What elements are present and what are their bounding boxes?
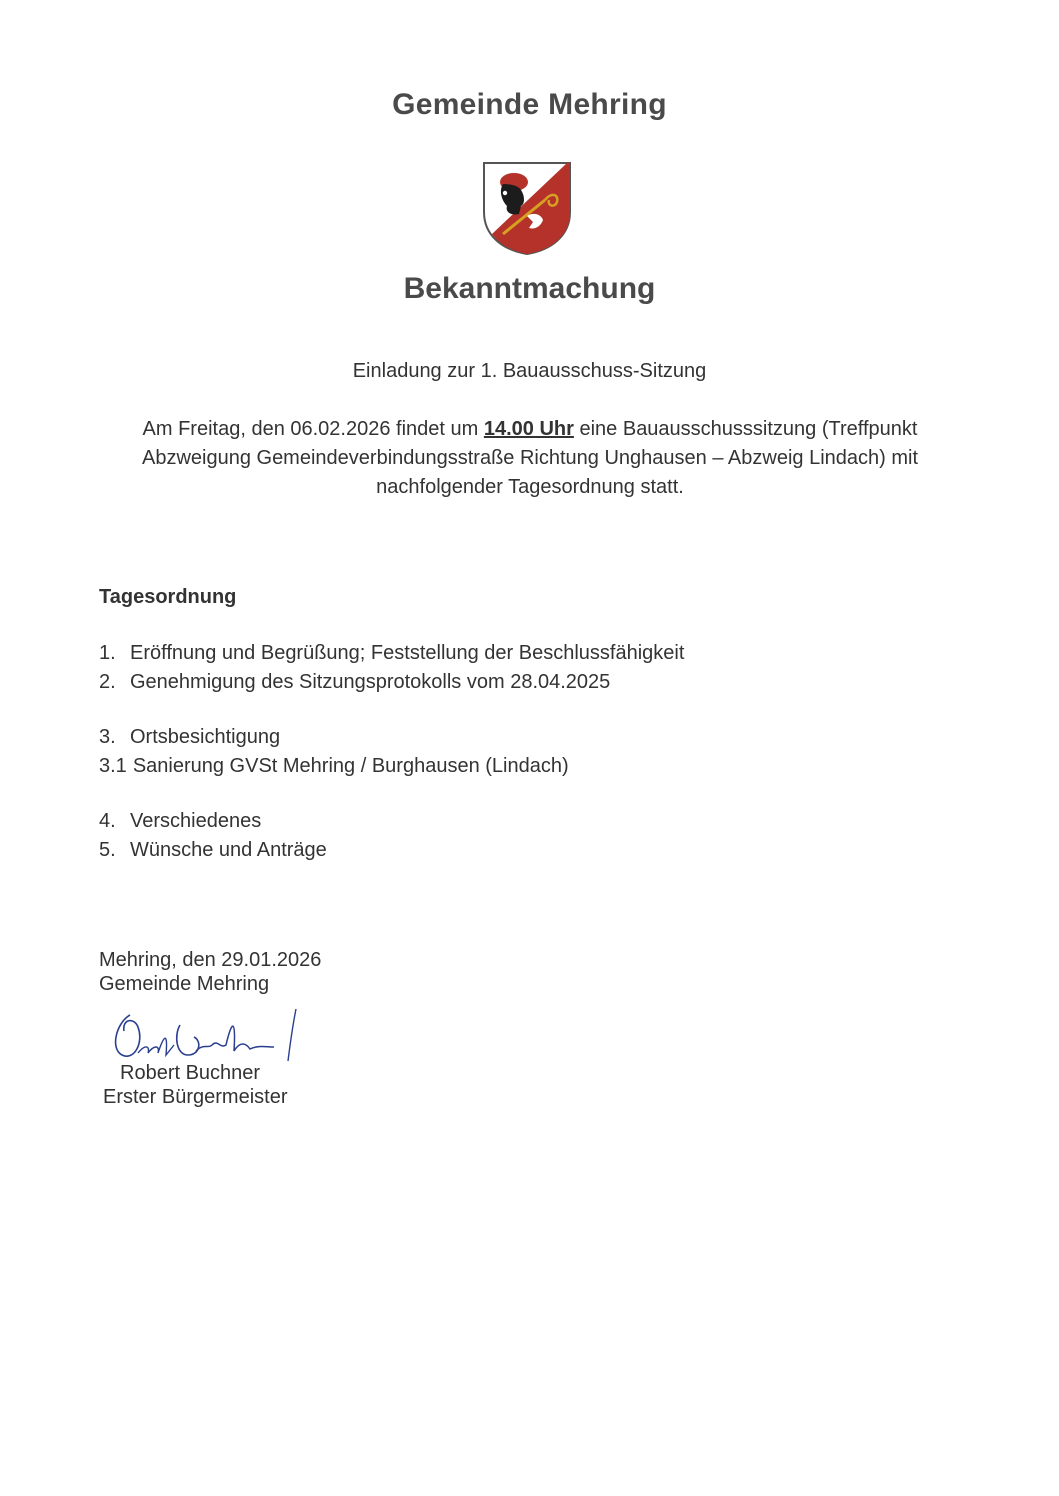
agenda-item-text: Verschiedenes <box>130 810 262 832</box>
agenda-item <box>99 726 280 749</box>
agenda-item-number: 3. <box>99 726 116 748</box>
municipality-title: Gemeinde Mehring <box>392 88 667 121</box>
coat-of-arms-icon <box>481 160 573 256</box>
issuer: Gemeinde Mehring <box>99 973 270 995</box>
agenda-item <box>99 755 569 778</box>
intro-after: eine Bauausschusssitzung (Treffpunkt Abzweigung Gemeindeverbindungsstraße Richtung Unghausen – Abzweig Lindach) mit nachfolgender Tagesordnung statt. <box>141 418 918 498</box>
intro-before: Am Freitag, den 06.02.2026 findet um <box>142 418 484 440</box>
agenda-item <box>99 810 261 833</box>
agenda-item-text: Eröffnung und Begrüßung; Feststellung der Beschlussfähigkeit <box>130 642 685 664</box>
agenda-item <box>99 839 327 862</box>
agenda-item-text: Ortsbesichtigung <box>130 726 281 748</box>
meeting-time: 14.00 Uhr <box>483 418 574 440</box>
signer-title: Erster Bürgermeister <box>103 1086 288 1108</box>
signer-name: Robert Buchner <box>120 1062 261 1084</box>
notice-heading: Bekanntmachung <box>403 272 656 305</box>
agenda-item-text: Genehmigung des Sitzungsprotokolls vom 28.04.2025 <box>130 671 611 693</box>
invitation-subtitle: Einladung zur 1. Bauausschuss-Sitzung <box>352 360 707 382</box>
place-date: Mehring, den 29.01.2026 <box>99 949 322 971</box>
agenda-title: Tagesordnung <box>99 586 237 608</box>
agenda-item-number: 2. <box>99 671 116 693</box>
agenda-item-number: 5. <box>99 839 116 861</box>
agenda-item-text: Wünsche und Anträge <box>130 839 327 861</box>
agenda-item <box>99 642 684 665</box>
agenda-item-number: 4. <box>99 810 116 832</box>
agenda-item-text: Sanierung GVSt Mehring / Burghausen (Lindach) <box>132 755 569 777</box>
invitation-text <box>90 415 970 502</box>
agenda-item-number: 1. <box>99 642 116 664</box>
agenda-item-number: 3.1 <box>99 755 127 777</box>
agenda-item <box>99 671 610 694</box>
